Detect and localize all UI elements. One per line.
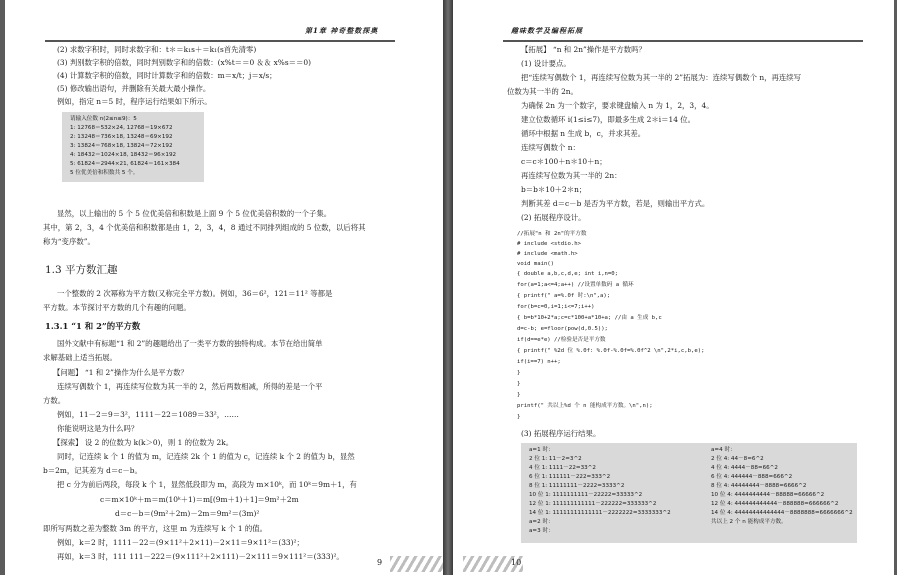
code-line: } [517, 381, 521, 387]
result-line: 10 位 1: 1111111111－22222=33333^2 [529, 492, 643, 498]
text-line: (3) 判别数字积的倍数，同时判别数字和的倍数：(x%t＝＝0 ＆＆ x%s＝＝0) [57, 58, 311, 67]
text-line: 再如，k＝3 时，111 111－222＝(9×111²＋2×111)－2×111＝9×111²＝(333)²。 [57, 552, 344, 561]
result-line: 6 位 1: 111111－222=333^2 [529, 474, 611, 480]
code-line: //拓展"n 和 2n"的平方数 [517, 231, 587, 237]
header-rule [45, 40, 395, 42]
code-line: # include <stdio.h> [517, 241, 581, 247]
subsection-title: 1.3.1 “1 和 2”的平方数 [45, 321, 141, 331]
result-line: a=4 时： [711, 447, 736, 453]
code-line: { b=b*10+2*a;c=c*100+a*10+a; //由 a 生成 b,c [517, 315, 662, 321]
output-line: 1: 12768＝532×24, 12768＝19×672 [70, 125, 173, 131]
result-line: 10 位 4: 4444444444－88888=66666^2 [711, 492, 825, 498]
code-line: d=c-b; e=floor(pow(d,0.5)); [517, 326, 608, 332]
text-line: 位数为其一半的 2n。 [507, 87, 578, 96]
text-line: 显然，以上输出的 5 个 5 位优美倍和积数是上面 9 个 5 位优美倍积数的一个子集。 [57, 209, 332, 218]
output-line: 3: 13824＝768×18, 13824＝72×192 [70, 143, 173, 149]
code-line: { printf(" a=%.0f 时:\n",a); [517, 293, 611, 299]
text-line: (2) 求数字积时，同时求数字和：t＊＝k₁s＋＝k₁(s首先清零) [57, 45, 257, 54]
text-line: (5) 修改输出语句，并删除有关最大最小操作。 [57, 84, 211, 93]
output-line: 5 位优美倍和积数共 5 个。 [70, 170, 139, 176]
explore-heading: 【探索】 设 2 的位数为 k(k＞0)，则 1 的位数为 2k。 [53, 438, 234, 447]
code-line: { double a,b,c,d,e; int i,n=0; [517, 271, 619, 277]
code-line: for(a=1;a<=4;a++) //设置单数码 a 循环 [517, 282, 634, 288]
header-rule [503, 40, 863, 42]
code-line: # include <math.h> [517, 251, 578, 257]
expand-heading: 【拓展】 “n 和 2n”操作是平方数吗？ [521, 45, 646, 54]
result-line: 8 位 1: 11111111－2222=3333^2 [529, 483, 625, 489]
running-header: 趣味数学及编程拓展 [511, 26, 583, 35]
text-line: 例如，11－2＝9＝3²，1111－22＝1089＝33²，…… [57, 410, 239, 419]
text-line: 称为“变序数”。 [43, 237, 95, 246]
text-line: c＝c＊100＋n＊10＋n； [521, 157, 607, 166]
text-line: 方数。 [43, 396, 66, 405]
book-gutter [443, 0, 453, 575]
running-header: 第1章 神奇整数探奥 [305, 26, 379, 35]
code-line: } [517, 370, 521, 376]
code-line: if(i==7) n++; [517, 359, 561, 365]
text-line: 例如，k＝2 时，1111－22＝(9×11²＋2×11)－2×11＝9×11²＝(33)²； [57, 538, 304, 547]
text-line: b＝2m，记其差为 d＝c－b。 [43, 466, 142, 475]
text-line: 你能说明这是为什么吗？ [57, 424, 139, 433]
text-line: 其中，第 2，3，4 个优美倍和积数都是由 1，2，3，4，8 通过不同排列组成的 5 位数，以后将其 [43, 223, 366, 232]
result-line: a=3 时： [529, 528, 554, 534]
text-line: 再连续写位数为其一半的 2n： [521, 171, 622, 180]
output-line: 5: 61824＝2944×21, 61824＝161×384 [70, 161, 180, 167]
page-number: 10 [511, 558, 522, 567]
result-line: 12 位 4: 444444444444－888888=666666^2 [711, 501, 839, 507]
text-line: 把 c 分为前后两段，每段 k 个 1，显然低段即为 m，高段为 m×10ᵏ，而 10ᵏ＝9m＋1，有 [57, 480, 357, 489]
result-line: 2 位 1: 11－2=3^2 [529, 456, 582, 462]
result-line: 12 位 1: 111111111111－222222=333333^2 [529, 501, 657, 507]
code-line: printf(" 共以上%d 个 n 能构成平方数。\n",n); [517, 403, 653, 409]
text-line: 建立位数循环 i(1≤i≤7)，即最多生成 2＊i＝14 位。 [521, 115, 696, 124]
run-result-box [521, 443, 857, 543]
text-line: 国外文献中有标题“1 和 2”的趣题给出了一类平方数的独特构成。本节在给出简单 [57, 339, 323, 348]
text-line: (4) 计算数字积的倍数，同时计算数字和的倍数：m＝x/t；j＝x/s； [57, 71, 277, 80]
problem-heading: 【问题】 “1 和 2”操作为什么是平方数？ [53, 368, 188, 377]
right-page [453, 0, 894, 575]
text-line: 为确保 2n 为一个数字，要求键盘输入 n 为 1，2，3，4。 [521, 101, 714, 110]
result-line: a=1 时： [529, 447, 554, 453]
result-line: 14 位 1: 11111111111111－2222222=3333333^2 [529, 510, 671, 516]
output-line: 4: 18432＝1024×18, 18432＝96×192 [70, 152, 177, 158]
output-line: 2: 13248＝736×18, 13248＝69×192 [70, 134, 173, 140]
text-line: 即所写两数之差为整数 3m 的平方，这里 m 为连续写 k 个 1 的值。 [43, 524, 268, 533]
result-line: 共以上 2 个 n 能构成平方数。 [711, 519, 787, 525]
text-line: 一个整数的 2 次幂称为平方数(又称完全平方数)。例如，36＝6²，121＝11² 等都是 [57, 289, 333, 298]
text-line: 平方数。本节探讨平方数的几个有趣的问题。 [43, 303, 191, 312]
section-title: 1.3 平方数汇趣 [45, 264, 118, 276]
output-line: 请输入位数 n(2≤n≤9)：5 [70, 116, 137, 122]
text-line: b＝b＊10＋2＊n； [521, 185, 587, 194]
code-line: void main() [517, 261, 555, 267]
text-line: 把“连续写偶数个 1，再连续写位数为其一半的 2”拓展为：连续写偶数个 n，再连续写 [521, 73, 802, 82]
code-line: } [517, 392, 521, 398]
equation: d＝c－b＝(9m²＋2m)－2m＝9m²＝(3m)² [115, 509, 260, 518]
code-line: for(b=c=0,i=1;i<=7;i++) [517, 304, 595, 310]
result-line: 4 位 1: 1111－22=33^2 [529, 465, 596, 471]
result-line: 2 位 4: 44－8=6^2 [711, 456, 764, 462]
code-line: { printf(" %2d 位 %.0f: %.0f-%.0f=%.0f^2 \n",2*i,c,b,e); [517, 348, 705, 354]
text-line: 循环中根据 n 生成 b，c，并求其差。 [521, 129, 646, 138]
result-line: 4 位 4: 4444－88=66^2 [711, 465, 778, 471]
text-line: 例如，指定 n＝5 时，程序运行结果如下所示。 [57, 97, 212, 106]
program-output-box [62, 112, 204, 182]
page-corner-decoration [390, 556, 443, 572]
result-line: 8 位 4: 44444444－8888=6666^2 [711, 483, 807, 489]
text-line: 连续写偶数个 1，再连续写位数为其一半的 2，然后两数相减，所得的差是一个平 [57, 382, 323, 391]
result-line: a=2 时： [529, 519, 554, 525]
text-line: 判断其差 d＝c－b 是否为平方数，若是，则输出平方式。 [521, 199, 710, 208]
code-line: if(d==e*e) //检验是否是平方数 [517, 337, 606, 343]
text-line: 求解基础上适当拓展。 [43, 353, 117, 362]
text-line: 连续写偶数个 n： [521, 143, 580, 152]
result-line: 14 位 4: 44444444444444－8888888=6666666^2 [711, 510, 853, 516]
equation: c＝m×10ᵏ＋m＝m(10ᵏ＋1)＝m[(9m＋1)＋1]＝9m²＋2m [100, 495, 299, 504]
text-line: (2) 拓展程序设计。 [521, 213, 586, 222]
text-line: (3) 拓展程序运行结果。 [521, 429, 601, 438]
left-page [5, 0, 443, 575]
text-line: (1) 设计要点。 [521, 59, 571, 68]
code-line: } [517, 414, 521, 420]
page-number: 9 [377, 558, 383, 567]
result-line: 6 位 4: 444444－888=666^2 [711, 474, 793, 480]
text-line: 同时，记连续 k 个 1 的值为 m，记连续 2k 个 1 的值为 c，记连续 k 个 2 的值为 b，显然 [57, 452, 355, 461]
